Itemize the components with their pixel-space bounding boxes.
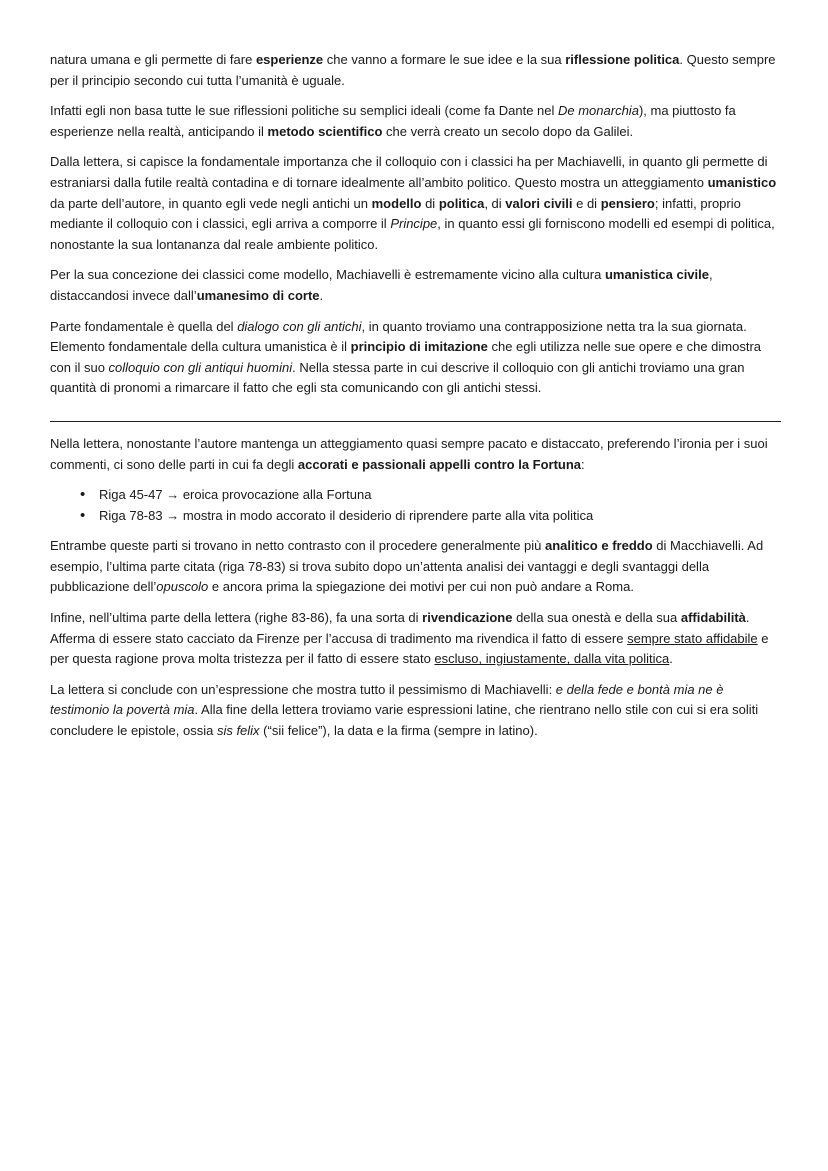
- list-item: • Riga 45-47 → eroica provocazione alla Fortuna: [50, 485, 781, 506]
- paragraph-9: La lettera si conclude con un’espressione che mostra tutto il pessimismo di Machiavelli: e della fede e bontà mia ne è testimonio la povertà mia. Alla fine della lettera troviamo varie espressioni latine, che rientrano nello stile con cui si era soliti concludere le epistole, ossia sis felix (“sii felice”), la data e la firma (sempre in latino).: [50, 681, 759, 739]
- document-page: [50, 50, 781, 752]
- paragraph-4: Per la sua concezione dei classici come modello, Machiavelli è estremamente vicino alla cultura umanistica civile, distaccandosi invece dall’umanesimo di corte.: [50, 267, 713, 303]
- paragraph-1: natura umana e gli permette di fare esperienze che vanno a formare le sue idee e la sua riflessione politica. Questo sempre per il principio secondo cui tutta l’umanità è uguale.: [50, 52, 776, 88]
- paragraph-7: Entrambe queste parti si trovano in netto contrasto con il procedere generalmente più analitico e freddo di Macchiavelli. Ad esempio, l’ultima parte citata (riga 78-83) si trova subito dopo un’attenta analisi dei vantaggi e degli svantaggi della pubblicazione dell’opuscolo e ancora prima la spiegazione dei motivi per cui non può andare a Roma.: [50, 538, 764, 595]
- list-item: • Riga 78-83 → mostra in modo accorato il desiderio di riprendere parte alla vita politica: [50, 506, 781, 527]
- paragraph-2: Infatti egli non basa tutte le sue riflessioni politiche su semplici ideali (come fa Dante nel De monarchia), ma piuttosto fa esperienze nella realtà, anticipando il metodo scientifico che verrà creato un secolo dopo da Galilei.: [50, 103, 736, 139]
- section-divider: [50, 421, 781, 422]
- paragraph-3: Dalla lettera, si capisce la fondamentale importanza che il colloquio con i classici ha per Machiavelli, in quanto gli permette di estraniarsi dalla futile realtà contadina e di tornare idealmente all’ambito politico. Questo mostra un atteggiamento umanistico da parte dell’autore, in quanto egli vede negli antichi un modello di politica, di valori civili e di pensiero; infatti, proprio mediante il colloquio con i classici, egli arriva a comporre il Principe, in quanto essi gli forniscono modelli ed esempi di politica, nonostante la sua lontananza dal reale ambiente politico.: [50, 154, 777, 252]
- bullet-list: [50, 485, 781, 526]
- paragraph-5: Parte fondamentale è quella del dialogo con gli antichi, in quanto troviamo una contrapposizione netta tra la sua giornata. Elemento fondamentale della cultura umanistica è il principio di imitazione che egli utilizza nelle sue opere e che dimostra con il suo colloquio con gli antiqui huomini. Nella stessa parte in cui descrive il colloquio con gli antichi troviamo una gran quantità di pronomi a rimarcare il fatto che egli sta comunicando con gli antichi stessi.: [50, 318, 762, 396]
- paragraph-8: Infine, nell’ultima parte della lettera (righe 83-86), fa una sorta di rivendicazione della sua onestà e della sua affidabilità. Afferma di essere stato cacciato da Firenze per l’accusa di tradimento ma rivendica il fatto di essere sempre stato affidabile e per questa ragione prova molta tristezza per il fatto di essere stato escluso, ingiustamente, dalla vita politica.: [50, 610, 769, 667]
- paragraph-6: Nella lettera, nonostante l’autore mantenga un atteggiamento quasi sempre pacato e distaccato, preferendo l’ironia per i suoi commenti, ci sono delle parti in cui fa degli accorati e passionali appelli contro la Fortuna:: [50, 435, 768, 472]
